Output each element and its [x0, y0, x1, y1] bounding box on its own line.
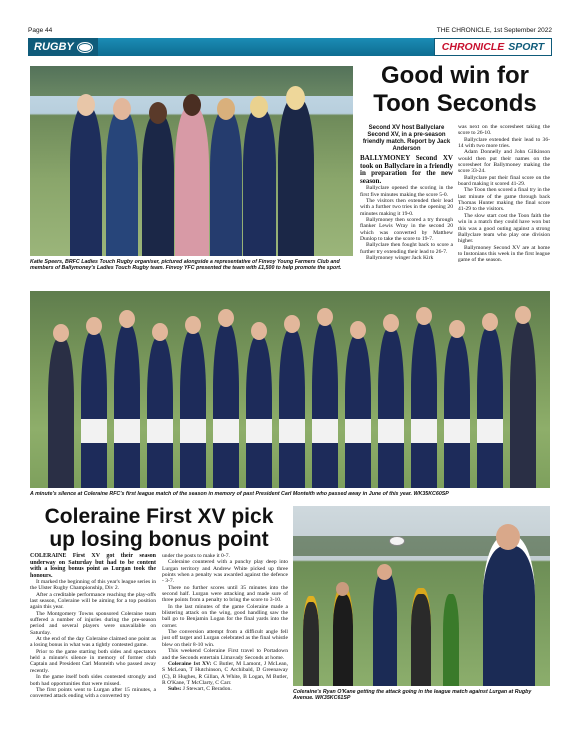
teamsheet-players: C Butler, M Lamont, J McLean, S McLean, T Hutchinson, C Archibald, D Greenaway (C), B Hughes, R Gillan, A White, B Logan, M Butler, R O'Kane, T McClarty, C Carr. — [162, 660, 288, 686]
player-head — [218, 309, 234, 327]
player-shorts — [444, 419, 470, 443]
story-paragraph: Ballymoney Second XV are at home to Instonians this week in the first league game of the season. — [458, 244, 550, 264]
player-head — [482, 313, 498, 331]
story-paragraph: In the last minutes of the game Coleraine made a blistering attack on the wing, good handling saw the ball go to Benjamin Logan for the final yards into the corner. — [162, 603, 288, 629]
player-shorts — [477, 419, 503, 443]
player-figure — [114, 324, 140, 488]
player-figure — [147, 337, 173, 488]
story-paragraph: This weekend Coleraine First travel to Portadown and the Seconds entertain Limavady Seconds at home. — [162, 648, 288, 661]
player-figure — [81, 331, 107, 488]
story-paragraph: Ballyclare extended their lead to 36-14 with two more tries. — [458, 136, 550, 150]
player-head — [119, 310, 135, 328]
player-shorts — [411, 419, 437, 443]
story-paragraph: In the game itself both sides contested strongly and both had opportunities that were missed. — [30, 674, 156, 687]
player-figure — [180, 330, 206, 488]
story-paragraph: under the posts to make it 0-7. — [162, 553, 230, 559]
player-shorts — [312, 419, 338, 443]
player-figure — [345, 335, 371, 488]
player-shorts — [345, 419, 371, 443]
page-header — [28, 24, 552, 36]
section-title: RUGBY — [34, 41, 74, 53]
player-head — [86, 317, 102, 335]
story-paragraph: Ballymoney then scored a try through flanker Lewis Wray in the second 20 which was converted by Matthew Dunlop to take the score to 19-7. — [360, 217, 453, 243]
player-figure — [279, 329, 305, 488]
player-head — [449, 320, 465, 338]
story-column — [360, 155, 453, 262]
player-head — [284, 315, 300, 333]
subs — [162, 686, 288, 692]
player-shorts — [147, 419, 173, 443]
story-paragraph: Ballyclare opened the scoring in the first five minutes making the score 5-0. — [360, 185, 453, 198]
player-figure — [477, 327, 503, 488]
story-paragraph: Coleraine countered with a punchy play deep into Lurgan territory and Andrew White picked up three points when a penalty was awarded against the defence - 3-7. — [162, 559, 288, 585]
player-head — [317, 308, 333, 326]
story-paragraph: There no further scores until 35 minutes into the second half. Lurgan were attacking and made sure of three points from a penalty to bring the score to 3-10. — [162, 584, 288, 604]
player-head — [152, 323, 168, 341]
story-paragraph: The conversion attempt from a difficult angle fell just off target and Lurgan celebrated as the final whistle blew on their 8-10 win. — [162, 629, 288, 648]
chronicle-sport-logo — [434, 38, 552, 56]
player-shorts — [378, 419, 404, 443]
story-column — [162, 553, 288, 693]
player-figure — [444, 334, 470, 488]
player-head — [53, 324, 69, 342]
story-paragraph: The Toon then scored a final try in the last minute of the game through back Thomas Hunter making the final score 41-29 to the visitors. — [458, 187, 550, 213]
player-shorts — [213, 419, 239, 443]
photo-okane-attack — [293, 506, 550, 686]
brand-sport: SPORT — [508, 41, 545, 53]
story-paragraph: The Montgomery Towns sponsored Coleraine team suffered a number of injuries during the pre-season period and several players were unavailable on Saturday. — [30, 610, 156, 636]
player-shorts — [510, 419, 536, 443]
player-shorts — [180, 419, 206, 443]
player-figure — [411, 321, 437, 488]
story-paragraph: Ballyclare then fought back to score a further try extending their lead to 26-7. — [360, 242, 453, 255]
photo-caption: Coleraine's Ryan O'Kane getting the attack going in the league match against Lurgan at Rugby Avenue. WK35KC61SP — [293, 689, 532, 702]
story-column — [30, 553, 156, 700]
player-head — [350, 321, 366, 339]
story-paragraph: It marked the beginning of this year's league series in the Ulster Rugby Championship, Div 2. — [30, 579, 156, 592]
page-number: Page 44 — [28, 26, 53, 34]
story-paragraph: BALLYMONEY Second XV took on Ballyclare in a friendly in preparation for the new season. — [360, 154, 453, 185]
photo-ladies-touch-rugby — [30, 66, 353, 256]
player-shorts — [81, 419, 107, 443]
section-label — [28, 38, 98, 56]
story-paragraph: The slow start cost the Toon faith the win in a match they could have won but this was a good outing against a strong Ballyclare team who play one division higher. — [458, 212, 550, 245]
story-standfirst: Second XV host Ballyclare Second XV, in a pre-season friendly match. Report by Jack Anderson — [362, 125, 451, 152]
banner-stripe — [98, 38, 434, 56]
story-paragraph: Ballyclare put their final score on the board making it scored 41-29. — [458, 174, 550, 188]
story-paragraph: At the end of the day Coleraine claimed one point as a losing bonus in what was a tightly contested game. — [30, 636, 156, 649]
story-paragraph: Ballymoney winger Jack Kirk — [366, 255, 434, 262]
player-figure — [246, 336, 272, 488]
player-figure — [312, 322, 338, 488]
story-paragraph: The visitors then extended their lead with a further two tries in the opening 20 minutes making it 19-0. — [360, 198, 453, 217]
player-shorts — [114, 419, 140, 443]
player-head — [185, 316, 201, 334]
player-head — [251, 322, 267, 340]
player-head — [515, 306, 531, 324]
story-paragraph: After a creditable performance reaching the play-offs last season, Coleraine will be aiming for a top position again this year. — [30, 591, 156, 611]
subs-players: J Stewart, C Beradon. — [182, 686, 232, 693]
player-shorts — [246, 419, 272, 443]
photo-caption: Katie Speers, BRFC Ladies Touch Rugby organiser, pictured alongside a representative of Finvoy Young Farmers Club and members of Ballymoney's Ladies Touch Rugby team. Finvoy YFC presented the team with £1,500 to help promote the sport. — [30, 259, 342, 272]
photo-minutes-silence — [30, 291, 550, 488]
teamsheet — [162, 661, 288, 686]
player-shorts — [279, 419, 305, 443]
paper-dateline: THE CHRONICLE, 1st September 2022 — [436, 26, 552, 34]
story-paragraph: Prior to the game starting both sides and spectators held a minute's silence in memory of former club Captain and President Carl Monteith who passed away recently. — [30, 648, 156, 674]
story-paragraph: was next on the scoresheet taking the score to 26-10. — [458, 124, 550, 137]
story-column — [458, 124, 550, 264]
brand-chronicle: CHRONICLE — [441, 41, 505, 53]
teamsheet-label: Coleraine 1st XV: — [168, 660, 212, 667]
story-paragraph: Adam Donnelly and John Gilkinson would then put their names on the scoresheet for Ballymoney making the score 33-24. — [458, 149, 550, 175]
section-banner — [28, 38, 552, 56]
player-figure — [213, 323, 239, 488]
player-head — [383, 314, 399, 332]
player-figure — [48, 338, 74, 488]
story-paragraph: COLERAINE First XV got their season underway on Saturday but had to be content with a losing bonus point as Lurgan took the honours. — [30, 553, 156, 579]
rugby-ball-icon — [78, 43, 92, 52]
player-head — [416, 307, 432, 325]
story-headline: Coleraine First XV pick up losing bonus point — [44, 505, 274, 551]
photo-caption: A minute's silence at Coleraine RFC's first league match of the season in memory of past President Carl Monteith who passed away in June of this year. WK35KC60SP — [30, 491, 449, 497]
player-figure — [510, 320, 536, 488]
story-paragraph: The first points went to Lurgan after 15 minutes, a converted attack ending with a converted try — [30, 686, 156, 700]
player-figure — [378, 328, 404, 488]
story-headline: Good win for Toon Seconds — [373, 62, 537, 117]
player-shorts — [48, 419, 74, 443]
subs-label: Subs: — [168, 686, 182, 693]
